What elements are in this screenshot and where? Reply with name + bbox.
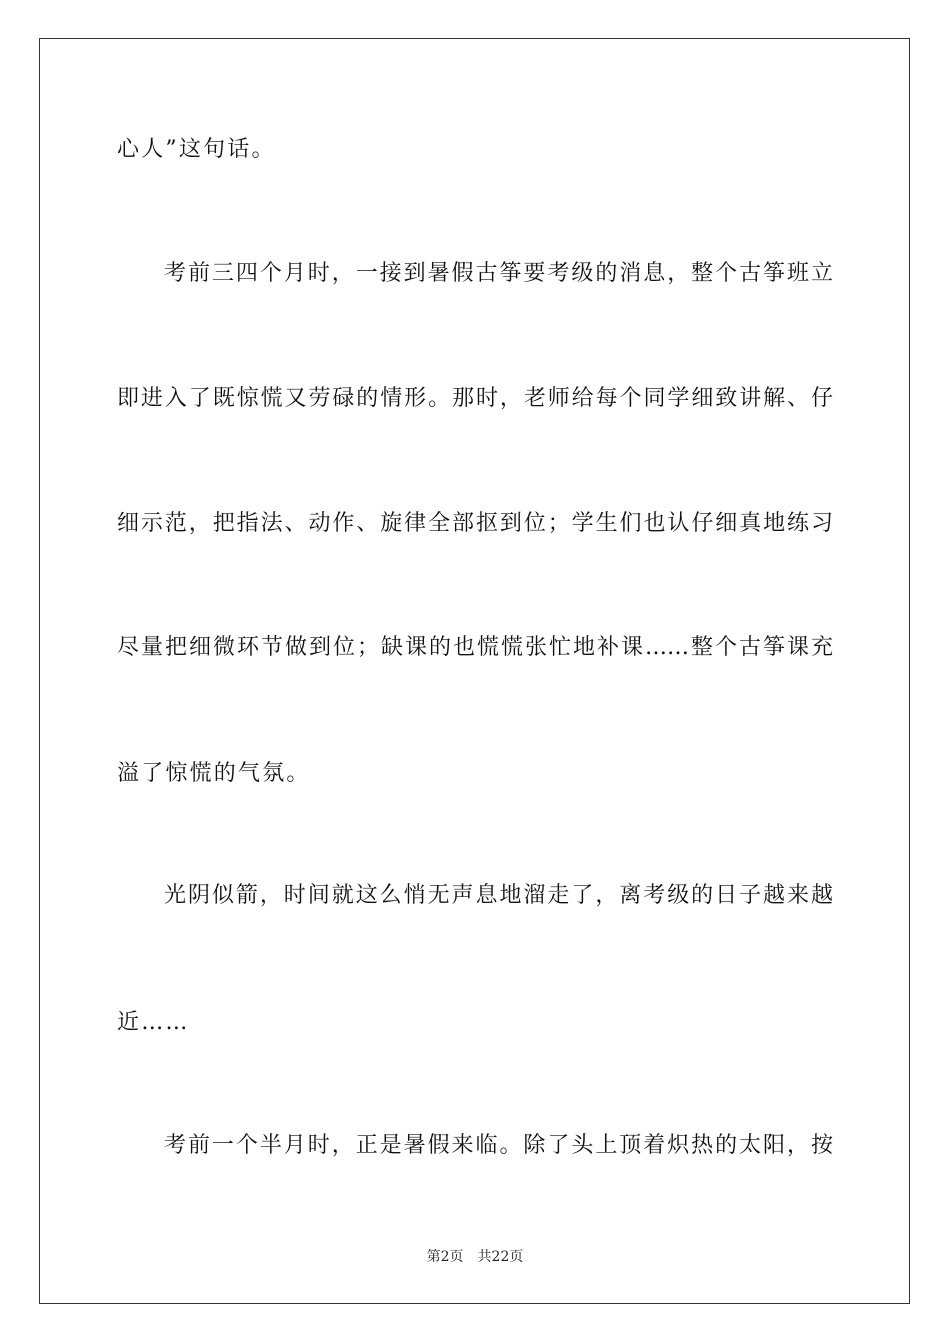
text-line-5: 尽量把细微环节做到位；缺课的也慌慌张忙地补课……整个古筝课充 xyxy=(117,635,833,660)
text-line-6: 溢了惊慌的气氛。 xyxy=(117,761,311,786)
total-pages: 共22页 xyxy=(477,1249,524,1265)
text-line-2: 考前三四个月时，一接到暑假古筝要考级的消息，整个古筝班立 xyxy=(164,261,833,286)
text-line-8: 近…… xyxy=(117,1010,190,1035)
page-number: 第2页 xyxy=(426,1249,464,1265)
text-line-1: 心人”这句话。 xyxy=(117,137,276,162)
text-line-9: 考前一个半月时，正是暑假来临。除了头上顶着炽热的太阳，按 xyxy=(164,1133,833,1158)
text-line-3: 即进入了既惊慌又劳碌的情形。那时，老师给每个同学细致讲解、仔 xyxy=(117,386,833,411)
text-line-4: 细示范，把指法、动作、旋律全部抠到位；学生们也认仔细真地练习 xyxy=(117,511,833,536)
page-footer xyxy=(0,1247,950,1267)
text-line-7: 光阴似箭，时间就这么悄无声息地溜走了，离考级的日子越来越 xyxy=(164,883,833,908)
page-frame xyxy=(39,38,910,1304)
